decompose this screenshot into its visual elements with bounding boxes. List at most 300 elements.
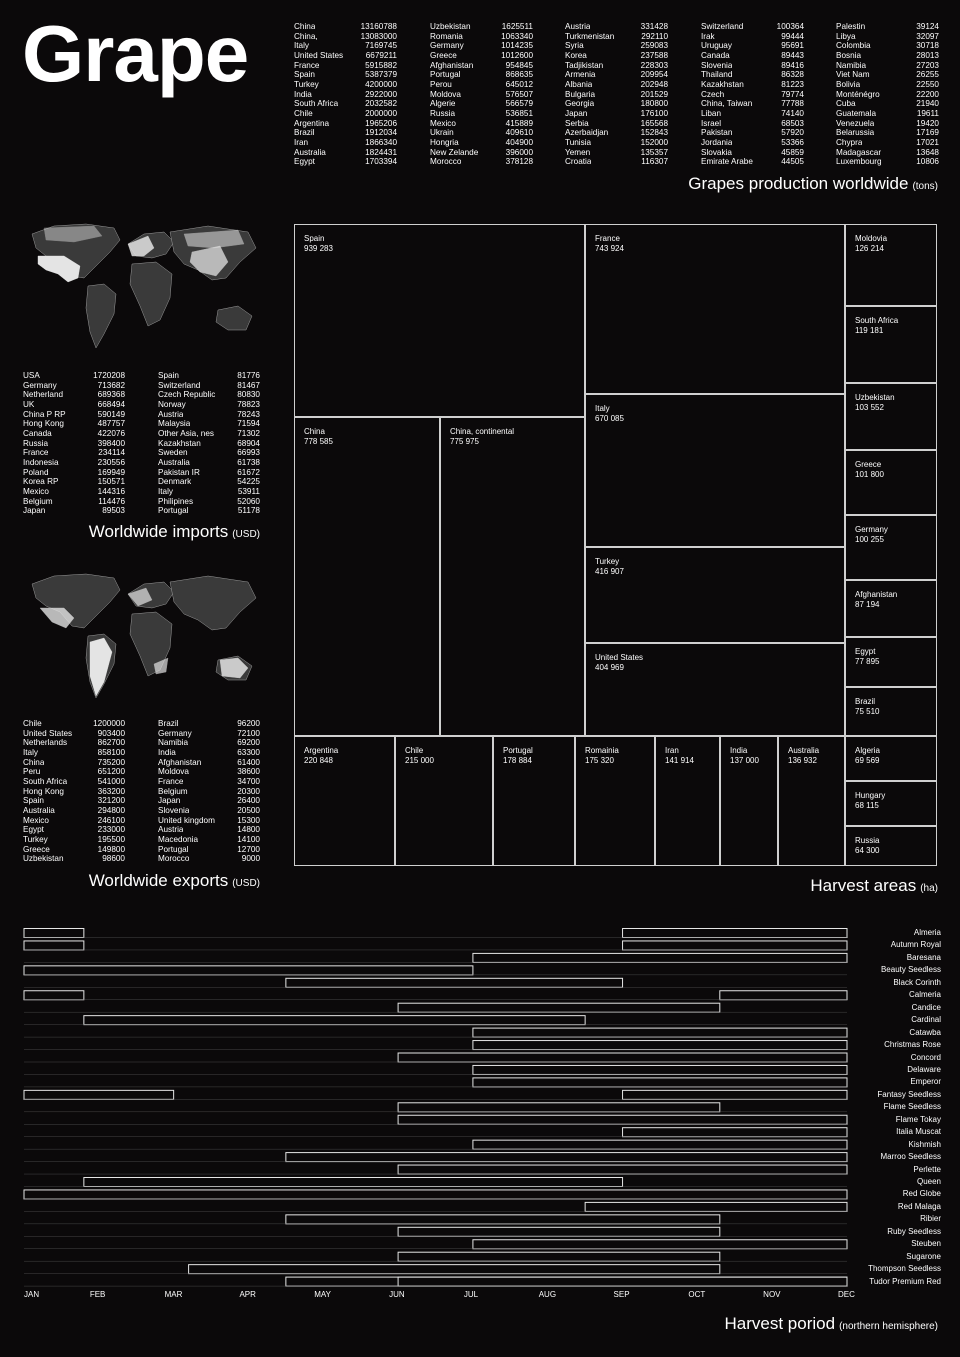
imports-row [23, 410, 125, 420]
country-value: 13083000 [360, 31, 397, 41]
treemap-cell-value: 119 181 [855, 325, 884, 335]
country-value: 80830 [237, 390, 260, 400]
country-name: Portugal [430, 70, 461, 80]
production-row [701, 51, 804, 61]
country-value: 26255 [916, 70, 939, 80]
country-name: Macedonia [158, 834, 199, 844]
country-value: 68503 [781, 118, 804, 128]
country-name: Germany [158, 728, 192, 738]
production-row [430, 99, 533, 109]
exports-row [158, 748, 260, 758]
imports-caption-text: Worldwide imports [88, 522, 229, 541]
country-value: 98600 [102, 854, 125, 864]
country-value: 61672 [237, 467, 260, 477]
country-name: Korea RP [23, 477, 59, 487]
country-value: 77788 [781, 99, 804, 109]
country-name: Other Asia, nes [158, 428, 214, 438]
treemap-cell-value: 87 194 [855, 599, 880, 609]
harvest-period-bar [623, 929, 847, 938]
country-name: South Africa [294, 99, 339, 109]
country-value: 14800 [237, 825, 260, 835]
production-row [294, 109, 397, 119]
country-name: New Zelande [430, 147, 479, 157]
exports-row [158, 854, 260, 864]
country-name: Moldova [430, 89, 461, 99]
month-tick-label: SEP [613, 1290, 630, 1299]
treemap-cell-name: Russia [855, 836, 880, 845]
country-name: Chile [23, 719, 42, 728]
production-row [701, 32, 804, 42]
imports-row [158, 506, 260, 516]
country-name: Australia [23, 805, 55, 815]
production-row [565, 61, 668, 71]
country-value: 1200000 [93, 719, 125, 728]
production-row [836, 22, 939, 32]
country-name: Egypt [294, 157, 315, 167]
country-value: 152000 [640, 137, 668, 147]
production-row [430, 32, 533, 42]
country-name: Sweden [158, 448, 188, 458]
treemap-cell-name: Germany [855, 525, 888, 534]
treemap-cell-name: China [304, 427, 325, 436]
country-value: 13648 [916, 147, 939, 157]
harvest-period-bar [623, 1090, 847, 1099]
country-name: Iran [294, 137, 309, 147]
country-name: Netherlands [23, 738, 68, 748]
imports-row [158, 497, 260, 507]
variety-label: Cardinal [911, 1015, 941, 1025]
country-name: Mexico [23, 815, 49, 825]
production-row [565, 32, 668, 42]
variety-label: Marroo Seedless [880, 1152, 941, 1162]
country-name: Brazil [158, 719, 179, 728]
production-row [836, 90, 939, 100]
country-name: Egypt [23, 825, 44, 835]
country-value: 57920 [781, 128, 804, 138]
imports-row [23, 439, 125, 449]
country-name: Liban [701, 108, 722, 118]
country-name: Armenia [565, 70, 596, 80]
country-name: Russia [430, 108, 456, 118]
country-name: Pakistan IR [158, 467, 200, 477]
country-name: Venezuela [836, 118, 875, 128]
country-name: Perou [430, 79, 452, 89]
variety-label: Almeria [913, 928, 941, 937]
country-name: Chile [294, 108, 313, 118]
harvest-period-bar [24, 941, 84, 950]
variety-label: Baresana [906, 952, 941, 962]
country-value: 53366 [781, 137, 804, 147]
country-value: 713682 [97, 380, 125, 390]
country-value: 78243 [237, 409, 260, 419]
country-name: Argentina [294, 118, 330, 128]
production-row [565, 138, 668, 148]
country-value: 68904 [237, 438, 260, 448]
production-row [701, 80, 804, 90]
country-name: Bosnia [836, 50, 862, 60]
production-row [565, 70, 668, 80]
country-value: 116307 [641, 157, 668, 167]
country-value: 404900 [505, 137, 533, 147]
production-column [294, 22, 397, 167]
production-row [836, 128, 939, 138]
country-value: 668494 [97, 399, 125, 409]
country-name: Viet Nam [836, 70, 870, 80]
country-value: 576507 [505, 89, 533, 99]
variety-label: Perlette [913, 1164, 941, 1174]
variety-label: Delaware [907, 1064, 941, 1074]
country-value: 201529 [640, 89, 668, 99]
variety-label: Calmeria [908, 990, 941, 1000]
country-value: 52060 [237, 496, 260, 506]
imports-row [158, 448, 260, 458]
month-tick-label: MAY [314, 1290, 332, 1299]
exports-row [158, 767, 260, 777]
country-value: 100364 [776, 22, 804, 31]
country-value: 19611 [916, 108, 939, 118]
country-value: 34700 [237, 776, 260, 786]
country-value: 45859 [781, 147, 804, 157]
production-row [701, 22, 804, 32]
imports-row [158, 390, 260, 400]
country-value: 61400 [237, 757, 260, 767]
country-value: 5387379 [365, 70, 397, 80]
country-value: 63300 [237, 747, 260, 757]
country-name: Colombia [836, 41, 871, 51]
treemap-cell [294, 417, 440, 736]
country-value: 20500 [237, 805, 260, 815]
harvest-period-bar [398, 1115, 847, 1124]
treemap-cell-value: 69 569 [855, 755, 880, 765]
treemap-cell [845, 580, 937, 637]
treemap-cell-value: 416 907 [595, 566, 624, 576]
country-name: China, Taiwan [701, 99, 753, 109]
exports-row [158, 825, 260, 835]
exports-row [23, 719, 125, 729]
country-name: Morocco [430, 157, 462, 167]
treemap-cell-name: Turkey [595, 557, 620, 566]
variety-label: Ruby Seedless [887, 1226, 941, 1236]
production-row [836, 99, 939, 109]
harvest-period-bar [585, 1202, 847, 1211]
country-value: 81776 [237, 371, 260, 380]
production-row [701, 99, 804, 109]
harvest-period-bar [84, 1016, 585, 1025]
variety-label: Thompson Seedless [868, 1264, 941, 1274]
country-name: Spain [158, 371, 179, 380]
country-value: 590149 [97, 409, 125, 419]
imports-row [23, 477, 125, 487]
exports-list-right [158, 719, 260, 864]
production-row [701, 128, 804, 138]
month-tick-label: JUL [463, 1290, 479, 1299]
exports-row [23, 758, 125, 768]
country-value: 89503 [102, 506, 125, 516]
treemap-cell-name: Greece [855, 460, 882, 469]
treemap-cell [585, 643, 845, 736]
country-value: 89443 [781, 50, 804, 60]
treemap-cell [845, 826, 937, 866]
harvest-period-bar [286, 1277, 847, 1286]
production-caption [688, 174, 938, 194]
country-name: Uzbekistan [430, 22, 471, 31]
country-value: 233000 [97, 825, 125, 835]
treemap-cell [655, 736, 720, 866]
month-tick-label: JAN [24, 1290, 40, 1299]
treemap-cell-name: China, continental [450, 427, 515, 436]
country-name: Cuba [836, 99, 856, 109]
imports-row [158, 400, 260, 410]
production-row [294, 61, 397, 71]
production-row [294, 32, 397, 42]
country-name: Italy [158, 486, 174, 496]
country-value: 81223 [781, 79, 804, 89]
country-name: China P RP [23, 409, 66, 419]
country-value: 1625511 [501, 22, 533, 31]
country-name: Malaysia [158, 419, 191, 429]
country-value: 2032582 [365, 99, 397, 109]
treemap-cell [585, 547, 845, 643]
country-name: Brazil [294, 128, 315, 138]
treemap-cell-value: 101 800 [855, 469, 884, 479]
country-name: Afghanistan [430, 60, 474, 70]
production-row [565, 148, 668, 158]
treemap-cell [845, 637, 937, 687]
country-name: Spain [294, 70, 315, 80]
production-row [565, 90, 668, 100]
exports-row [23, 787, 125, 797]
country-value: 689368 [97, 390, 125, 400]
country-value: 169949 [97, 467, 125, 477]
country-value: 19420 [916, 118, 939, 128]
imports-list-right [158, 371, 260, 516]
country-value: 1720208 [93, 371, 125, 380]
production-row [565, 41, 668, 51]
country-name: Netherland [23, 390, 64, 400]
treemap-cell [845, 383, 937, 450]
imports-row [158, 371, 260, 381]
country-value: 72100 [237, 728, 260, 738]
production-row [701, 109, 804, 119]
production-row [701, 148, 804, 158]
country-name: Switzerland [701, 22, 744, 31]
country-name: United States [294, 50, 344, 60]
treemap-cell-name: Australia [788, 746, 820, 755]
country-value: 9000 [241, 854, 260, 864]
harvest-period-bar [398, 1277, 847, 1286]
country-value: 230556 [97, 457, 125, 467]
variety-label: Autumn Royal [890, 940, 941, 950]
exports-row [23, 796, 125, 806]
country-name: Spain [23, 796, 44, 806]
production-row [430, 119, 533, 129]
country-name: Chypra [836, 137, 863, 147]
country-name: Hongria [430, 137, 459, 147]
imports-row [23, 458, 125, 468]
imports-row [158, 419, 260, 429]
country-name: Germany [430, 41, 464, 51]
country-name: Germany [23, 380, 57, 390]
imports-row [23, 429, 125, 439]
harvest-period-bar [473, 1240, 847, 1249]
country-value: 54225 [237, 477, 260, 487]
country-value: 38600 [237, 767, 260, 777]
production-row [836, 148, 939, 158]
treemap-cell-name: Chile [405, 746, 424, 755]
treemap-cell-name: South Africa [855, 316, 899, 325]
country-value: 78823 [237, 399, 260, 409]
country-value: 71302 [237, 428, 260, 438]
harvest-period-bar [398, 1053, 847, 1062]
country-name: United kingdom [158, 815, 215, 825]
production-row [565, 119, 668, 129]
exports-row [158, 738, 260, 748]
production-row [294, 157, 397, 167]
country-value: 89416 [781, 60, 804, 70]
harvest-period-subtitle: (northern hemisphere) [839, 1321, 938, 1332]
production-row [430, 109, 533, 119]
exports-row [158, 816, 260, 826]
country-value: 12700 [237, 844, 260, 854]
month-tick-label: OCT [688, 1290, 706, 1299]
country-name: Kazakhstan [701, 79, 744, 89]
country-name: Tunisia [565, 137, 592, 147]
imports-list-left [23, 371, 125, 516]
treemap-cell-name: Hungary [855, 791, 886, 800]
production-row [836, 51, 939, 61]
country-name: Slovenia [158, 805, 190, 815]
country-value: 378128 [505, 157, 533, 167]
production-row [430, 128, 533, 138]
country-name: Japan [158, 796, 181, 806]
country-name: Syria [565, 41, 584, 51]
country-name: Thailand [701, 70, 733, 80]
harvest-period-bar [24, 966, 473, 975]
imports-row [23, 506, 125, 516]
harvest-period-bar [286, 978, 623, 987]
treemap-cell [845, 224, 937, 306]
variety-label: Flame Seedless [883, 1102, 941, 1112]
treemap-cell-value: 220 848 [304, 755, 333, 765]
variety-label: Black Corinth [893, 977, 941, 987]
country-name: Azerbaidjan [565, 128, 609, 138]
harvest-period-bar [398, 1165, 847, 1174]
exports-row [23, 854, 125, 864]
country-value: 2000000 [365, 108, 397, 118]
country-value: 28013 [916, 50, 939, 60]
country-name: Namibia [836, 60, 867, 70]
country-value: 180800 [640, 99, 668, 109]
production-row [565, 157, 668, 167]
country-name: Mexico [430, 118, 456, 128]
treemap-cell [845, 781, 937, 826]
treemap-cell [845, 736, 937, 781]
country-name: USA [23, 371, 40, 380]
country-name: Czech [701, 89, 725, 99]
variety-label: Ribier [920, 1214, 941, 1224]
production-row [836, 61, 939, 71]
country-name: Czech Republic [158, 390, 216, 400]
country-name: Uzbekistan [23, 854, 64, 864]
exports-row [23, 767, 125, 777]
country-name: Italy [23, 747, 39, 757]
country-name: Guatemala [836, 108, 877, 118]
country-value: 17021 [916, 137, 939, 147]
country-name: Austria [158, 409, 184, 419]
treemap-cell [493, 736, 575, 866]
production-row [701, 61, 804, 71]
treemap-cell-name: India [730, 746, 748, 755]
country-value: 15300 [237, 815, 260, 825]
production-row [565, 51, 668, 61]
harvest-period-bar [473, 1078, 847, 1087]
country-name: Jordania [701, 137, 733, 147]
imports-world-map-icon [24, 222, 262, 358]
production-row [836, 138, 939, 148]
harvest-period-bar [473, 1140, 847, 1149]
country-value: 5915882 [365, 60, 397, 70]
country-name: Moldova [158, 767, 189, 777]
harvest-period-bar [473, 1065, 847, 1074]
imports-row [23, 371, 125, 381]
country-name: Croatia [565, 157, 592, 167]
treemap-cell [720, 736, 778, 866]
treemap-cell-value: 141 914 [665, 755, 694, 765]
country-value: 246100 [97, 815, 125, 825]
country-name: Peru [23, 767, 41, 777]
treemap-cell-value: 75 510 [855, 706, 880, 716]
country-value: 7169745 [365, 41, 397, 51]
country-name: Albania [565, 79, 593, 89]
country-value: 1012600 [501, 50, 533, 60]
country-name: Turkey [294, 79, 319, 89]
exports-row [23, 816, 125, 826]
country-name: UK [23, 399, 35, 409]
production-row [836, 41, 939, 51]
treemap-cell [845, 515, 937, 580]
country-name: South Africa [23, 776, 68, 786]
country-value: 6679211 [365, 50, 397, 60]
country-value: 536851 [505, 108, 533, 118]
production-row [430, 148, 533, 158]
treemap-cell-value: 775 975 [450, 436, 479, 446]
country-value: 422076 [97, 428, 125, 438]
production-row [701, 70, 804, 80]
harvest-period-bar [473, 1041, 847, 1050]
country-name: Yemen [565, 147, 591, 157]
production-row [430, 41, 533, 51]
country-value: 81467 [237, 380, 260, 390]
exports-row [158, 729, 260, 739]
country-name: Canada [701, 50, 730, 60]
treemap-cell-name: Spain [304, 234, 325, 243]
treemap-cell-value: 68 115 [855, 800, 879, 810]
production-row [430, 22, 533, 32]
variety-label: Queen [916, 1177, 941, 1186]
country-name: Monténégro [836, 89, 880, 99]
variety-label: Red Malaga [897, 1201, 941, 1211]
treemap-cell-name: Italy [595, 404, 610, 413]
country-value: 144316 [97, 486, 125, 496]
country-name: China, [294, 31, 318, 41]
treemap-cell-value: 939 283 [304, 243, 333, 253]
country-name: Italy [294, 41, 310, 51]
country-value: 176100 [640, 108, 668, 118]
production-row [565, 80, 668, 90]
country-value: 27203 [916, 60, 939, 70]
imports-row [158, 487, 260, 497]
country-name: France [158, 776, 184, 786]
